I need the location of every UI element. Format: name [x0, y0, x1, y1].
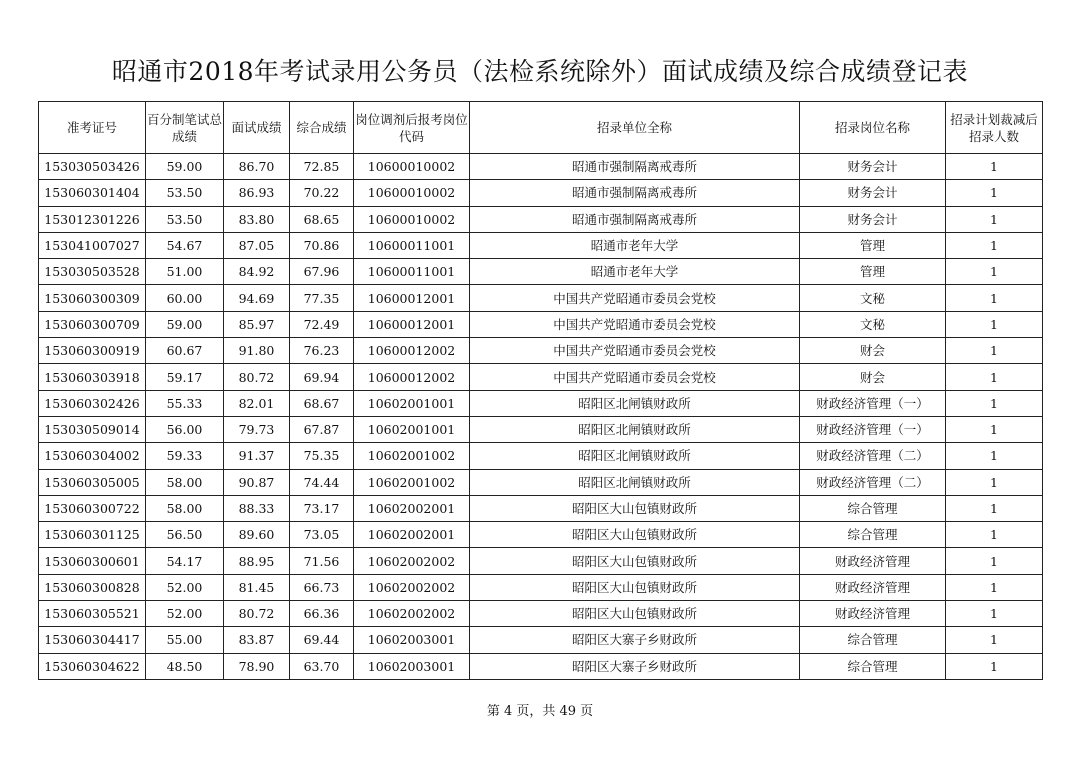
table-row — [39, 180, 1043, 206]
table-row — [39, 548, 1043, 574]
cell-total-score: 68.65 — [290, 206, 354, 232]
cell-interview-score: 88.95 — [224, 548, 290, 574]
table-row — [39, 627, 1043, 653]
cell-employer-name: 昭阳区北闸镇财政所 — [470, 443, 800, 469]
cell-hire-count: 1 — [946, 548, 1043, 574]
header-hire-count: 招录计划裁减后招录人数 — [946, 102, 1043, 154]
cell-written-score: 56.50 — [146, 522, 224, 548]
cell-employer-name: 昭阳区大山包镇财政所 — [470, 601, 800, 627]
cell-interview-score: 80.72 — [224, 364, 290, 390]
cell-written-score: 54.67 — [146, 232, 224, 258]
cell-exam-id: 153060300722 — [39, 495, 146, 521]
cell-employer-name: 昭阳区大山包镇财政所 — [470, 522, 800, 548]
cell-hire-count: 1 — [946, 574, 1043, 600]
cell-interview-score: 89.60 — [224, 522, 290, 548]
cell-position-code: 10602002001 — [354, 495, 470, 521]
header-position-code: 岗位调剂后报考岗位代码 — [354, 102, 470, 154]
cell-hire-count: 1 — [946, 364, 1043, 390]
cell-interview-score: 86.93 — [224, 180, 290, 206]
cell-position-code: 10600012001 — [354, 311, 470, 337]
cell-employer-name: 中国共产党昭通市委员会党校 — [470, 285, 800, 311]
cell-employer-name: 昭阳区北闸镇财政所 — [470, 469, 800, 495]
cell-position-name: 财会 — [800, 338, 946, 364]
cell-interview-score: 86.70 — [224, 154, 290, 180]
cell-written-score: 48.50 — [146, 653, 224, 679]
cell-position-code: 10600011001 — [354, 259, 470, 285]
cell-position-code: 10600012001 — [354, 285, 470, 311]
cell-total-score: 72.85 — [290, 154, 354, 180]
cell-hire-count: 1 — [946, 154, 1043, 180]
cell-written-score: 53.50 — [146, 180, 224, 206]
table-row — [39, 364, 1043, 390]
cell-position-code: 10602001001 — [354, 390, 470, 416]
cell-hire-count: 1 — [946, 285, 1043, 311]
cell-written-score: 54.17 — [146, 548, 224, 574]
cell-employer-name: 昭阳区大寨子乡财政所 — [470, 627, 800, 653]
cell-position-code: 10600010002 — [354, 180, 470, 206]
cell-position-code: 10600011001 — [354, 232, 470, 258]
cell-interview-score: 88.33 — [224, 495, 290, 521]
cell-interview-score: 91.80 — [224, 338, 290, 364]
cell-interview-score: 84.92 — [224, 259, 290, 285]
cell-exam-id: 153012301226 — [39, 206, 146, 232]
cell-position-name: 财政经济管理 — [800, 601, 946, 627]
cell-total-score: 72.49 — [290, 311, 354, 337]
cell-hire-count: 1 — [946, 627, 1043, 653]
cell-exam-id: 153060304417 — [39, 627, 146, 653]
cell-total-score: 73.05 — [290, 522, 354, 548]
cell-employer-name: 昭阳区北闸镇财政所 — [470, 390, 800, 416]
header-employer-name: 招录单位全称 — [470, 102, 800, 154]
table-row — [39, 206, 1043, 232]
cell-hire-count: 1 — [946, 311, 1043, 337]
cell-written-score: 58.00 — [146, 469, 224, 495]
cell-exam-id: 153060305005 — [39, 469, 146, 495]
cell-position-name: 财务会计 — [800, 206, 946, 232]
table-row — [39, 338, 1043, 364]
page-title: 昭通市2018年考试录用公务员（法检系统除外）面试成绩及综合成绩登记表 — [111, 57, 969, 86]
cell-exam-id: 153041007027 — [39, 232, 146, 258]
cell-exam-id: 153030509014 — [39, 416, 146, 442]
cell-total-score: 69.94 — [290, 364, 354, 390]
cell-position-name: 文秘 — [800, 311, 946, 337]
cell-exam-id: 153060301125 — [39, 522, 146, 548]
cell-position-code: 10602003001 — [354, 653, 470, 679]
cell-employer-name: 昭通市强制隔离戒毒所 — [470, 180, 800, 206]
cell-exam-id: 153060300601 — [39, 548, 146, 574]
table-row — [39, 154, 1043, 180]
cell-employer-name: 中国共产党昭通市委员会党校 — [470, 311, 800, 337]
cell-written-score: 59.00 — [146, 154, 224, 180]
cell-interview-score: 80.72 — [224, 601, 290, 627]
cell-position-code: 10602001002 — [354, 469, 470, 495]
cell-total-score: 77.35 — [290, 285, 354, 311]
cell-exam-id: 153060300919 — [39, 338, 146, 364]
cell-hire-count: 1 — [946, 338, 1043, 364]
cell-exam-id: 153060302426 — [39, 390, 146, 416]
cell-interview-score: 94.69 — [224, 285, 290, 311]
cell-written-score: 60.67 — [146, 338, 224, 364]
cell-position-name: 财政经济管理（一） — [800, 390, 946, 416]
cell-total-score: 70.22 — [290, 180, 354, 206]
cell-written-score: 59.00 — [146, 311, 224, 337]
cell-position-code: 10602002001 — [354, 522, 470, 548]
cell-written-score: 51.00 — [146, 259, 224, 285]
table-row — [39, 469, 1043, 495]
cell-hire-count: 1 — [946, 390, 1043, 416]
cell-interview-score: 83.87 — [224, 627, 290, 653]
cell-position-name: 财务会计 — [800, 180, 946, 206]
cell-written-score: 52.00 — [146, 601, 224, 627]
cell-interview-score: 90.87 — [224, 469, 290, 495]
cell-position-name: 财政经济管理（一） — [800, 416, 946, 442]
cell-written-score: 60.00 — [146, 285, 224, 311]
cell-total-score: 66.73 — [290, 574, 354, 600]
cell-employer-name: 昭阳区大山包镇财政所 — [470, 495, 800, 521]
cell-total-score: 63.70 — [290, 653, 354, 679]
cell-position-name: 综合管理 — [800, 627, 946, 653]
cell-position-name: 财政经济管理（二） — [800, 469, 946, 495]
cell-exam-id: 153060300828 — [39, 574, 146, 600]
table-row — [39, 443, 1043, 469]
cell-total-score: 67.87 — [290, 416, 354, 442]
cell-interview-score: 82.01 — [224, 390, 290, 416]
cell-total-score: 69.44 — [290, 627, 354, 653]
cell-employer-name: 中国共产党昭通市委员会党校 — [470, 364, 800, 390]
table-row — [39, 232, 1043, 258]
cell-position-code: 10600012002 — [354, 338, 470, 364]
cell-total-score: 67.96 — [290, 259, 354, 285]
cell-position-code: 10600010002 — [354, 154, 470, 180]
cell-total-score: 66.36 — [290, 601, 354, 627]
table-row — [39, 522, 1043, 548]
cell-position-code: 10600012002 — [354, 364, 470, 390]
cell-interview-score: 79.73 — [224, 416, 290, 442]
cell-interview-score: 83.80 — [224, 206, 290, 232]
cell-employer-name: 昭通市老年大学 — [470, 232, 800, 258]
cell-written-score: 59.17 — [146, 364, 224, 390]
cell-position-name: 管理 — [800, 232, 946, 258]
header-interview-score: 面试成绩 — [224, 102, 290, 154]
cell-interview-score: 91.37 — [224, 443, 290, 469]
cell-hire-count: 1 — [946, 180, 1043, 206]
header-total-score: 综合成绩 — [290, 102, 354, 154]
cell-employer-name: 昭阳区大寨子乡财政所 — [470, 653, 800, 679]
cell-position-name: 财务会计 — [800, 154, 946, 180]
cell-written-score: 58.00 — [146, 495, 224, 521]
cell-position-code: 10602001001 — [354, 416, 470, 442]
cell-position-name: 财政经济管理 — [800, 548, 946, 574]
cell-position-code: 10602002002 — [354, 601, 470, 627]
table-row — [39, 390, 1043, 416]
cell-employer-name: 昭阳区大山包镇财政所 — [470, 574, 800, 600]
cell-total-score: 74.44 — [290, 469, 354, 495]
cell-position-name: 财政经济管理 — [800, 574, 946, 600]
cell-written-score: 55.00 — [146, 627, 224, 653]
table-row — [39, 653, 1043, 679]
table-row — [39, 259, 1043, 285]
cell-total-score: 70.86 — [290, 232, 354, 258]
cell-written-score: 56.00 — [146, 416, 224, 442]
cell-total-score: 76.23 — [290, 338, 354, 364]
cell-exam-id: 153060300709 — [39, 311, 146, 337]
cell-exam-id: 153030503426 — [39, 154, 146, 180]
score-table — [38, 101, 1043, 680]
cell-position-name: 综合管理 — [800, 495, 946, 521]
table-row — [39, 311, 1043, 337]
cell-position-name: 综合管理 — [800, 653, 946, 679]
cell-employer-name: 昭阳区大山包镇财政所 — [470, 548, 800, 574]
cell-exam-id: 153060300309 — [39, 285, 146, 311]
cell-employer-name: 昭通市强制隔离戒毒所 — [470, 206, 800, 232]
table-header-row — [39, 102, 1043, 154]
cell-employer-name: 昭阳区北闸镇财政所 — [470, 416, 800, 442]
cell-total-score: 71.56 — [290, 548, 354, 574]
cell-employer-name: 昭通市老年大学 — [470, 259, 800, 285]
header-exam-id: 准考证号 — [39, 102, 146, 154]
cell-exam-id: 153060304002 — [39, 443, 146, 469]
table-row — [39, 285, 1043, 311]
cell-hire-count: 1 — [946, 416, 1043, 442]
cell-position-code: 10600010002 — [354, 206, 470, 232]
cell-exam-id: 153060303918 — [39, 364, 146, 390]
cell-employer-name: 中国共产党昭通市委员会党校 — [470, 338, 800, 364]
cell-exam-id: 153060305521 — [39, 601, 146, 627]
table-body — [39, 154, 1043, 680]
cell-position-name: 综合管理 — [800, 522, 946, 548]
cell-position-code: 10602002002 — [354, 574, 470, 600]
cell-position-name: 管理 — [800, 259, 946, 285]
cell-position-code: 10602001002 — [354, 443, 470, 469]
cell-hire-count: 1 — [946, 232, 1043, 258]
cell-written-score: 53.50 — [146, 206, 224, 232]
table-row — [39, 416, 1043, 442]
cell-hire-count: 1 — [946, 522, 1043, 548]
table-row — [39, 574, 1043, 600]
cell-interview-score: 85.97 — [224, 311, 290, 337]
cell-position-name: 文秘 — [800, 285, 946, 311]
cell-exam-id: 153060304622 — [39, 653, 146, 679]
cell-total-score: 75.35 — [290, 443, 354, 469]
cell-total-score: 68.67 — [290, 390, 354, 416]
cell-hire-count: 1 — [946, 206, 1043, 232]
cell-position-name: 财政经济管理（二） — [800, 443, 946, 469]
header-position-name: 招录岗位名称 — [800, 102, 946, 154]
page-number: 第 4 页，共 49 页 — [486, 704, 594, 719]
cell-written-score: 59.33 — [146, 443, 224, 469]
cell-hire-count: 1 — [946, 495, 1043, 521]
cell-exam-id: 153030503528 — [39, 259, 146, 285]
header-written-score: 百分制笔试总成绩 — [146, 102, 224, 154]
cell-hire-count: 1 — [946, 653, 1043, 679]
cell-employer-name: 昭通市强制隔离戒毒所 — [470, 154, 800, 180]
cell-hire-count: 1 — [946, 601, 1043, 627]
cell-total-score: 73.17 — [290, 495, 354, 521]
cell-hire-count: 1 — [946, 259, 1043, 285]
cell-exam-id: 153060301404 — [39, 180, 146, 206]
cell-hire-count: 1 — [946, 469, 1043, 495]
table-row — [39, 601, 1043, 627]
cell-hire-count: 1 — [946, 443, 1043, 469]
cell-written-score: 55.33 — [146, 390, 224, 416]
cell-position-code: 10602003001 — [354, 627, 470, 653]
cell-written-score: 52.00 — [146, 574, 224, 600]
cell-interview-score: 87.05 — [224, 232, 290, 258]
table-row — [39, 495, 1043, 521]
cell-interview-score: 81.45 — [224, 574, 290, 600]
cell-position-code: 10602002002 — [354, 548, 470, 574]
cell-interview-score: 78.90 — [224, 653, 290, 679]
cell-position-name: 财会 — [800, 364, 946, 390]
